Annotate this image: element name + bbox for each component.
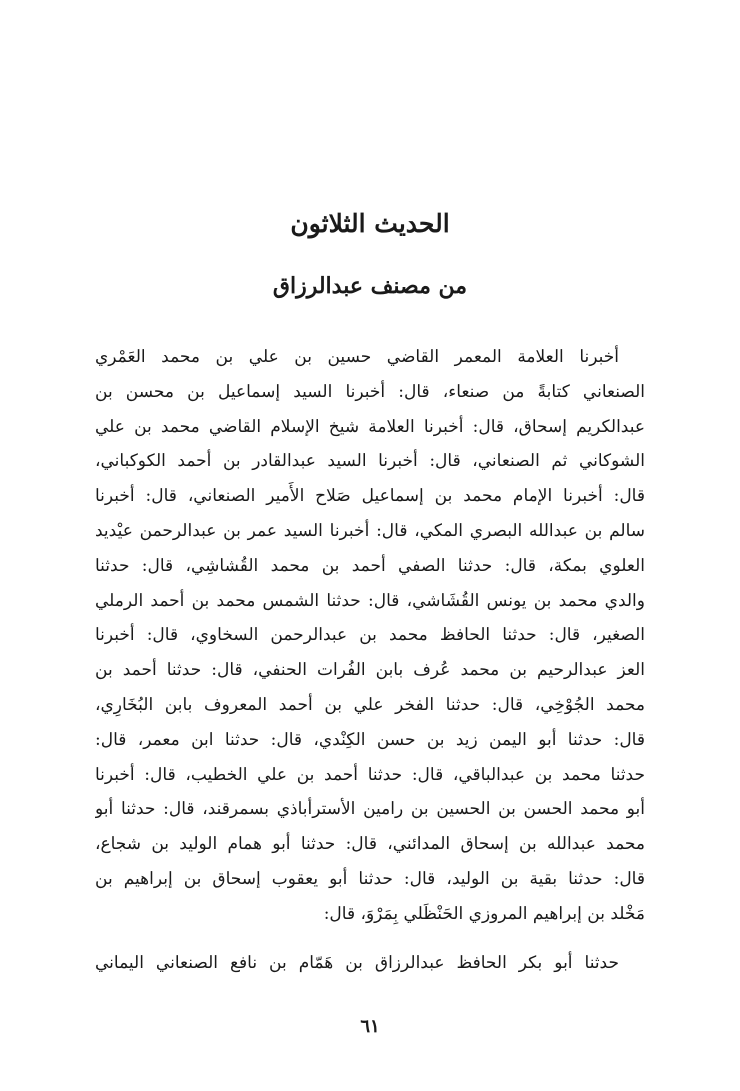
text-line: قال: حدثنا أبو اليمن زيد بن حسن الكِنْدي، قال: حدثنا ابن معمر، قال: <box>95 729 645 750</box>
text-line: العلوي بمكة، قال: حدثنا الصفي أحمد بن محمد القُشاشِي، قال: حدثنا <box>95 555 645 576</box>
text-line: عبدالكريم إسحاق، قال: أخبرنا العلامة شيخ الإسلام القاضي محمد بن علي <box>95 416 645 437</box>
text-line: أخبرنا العلامة المعمر القاضي حسين بن علي بن محمد العَمْري <box>95 347 619 367</box>
text-line: سالم بن عبدالله البصري المكي، قال: أخبرنا السيد عمر بن عبدالرحمن عيْديد <box>95 520 645 541</box>
text-line: محمد الجُوْخِي، قال: حدثنا الفخر علي بن أحمد المعروف بابن البُخَارِي، <box>95 694 645 715</box>
text-line: الصغير، قال: حدثنا الحافظ محمد بن عبدالرحمن السخاوي، قال: أخبرنا <box>95 625 645 646</box>
page-number: ٦١ <box>360 1016 380 1037</box>
isnad-paragraph <box>95 340 645 932</box>
text-line: الشوكاني ثم الصنعاني، قال: أخبرنا السيد عبدالقادر بن أحمد الكوكباني، <box>95 451 645 472</box>
text-line: حدثنا محمد بن عبدالباقي، قال: حدثنا أحمد بن علي الخطيب، قال: أخبرنا <box>95 764 645 785</box>
text-line: قال: حدثنا بقية بن الوليد، قال: حدثنا أبو يعقوب إسحاق بن إبراهيم بن <box>95 868 645 889</box>
hadith-paragraph <box>95 946 645 981</box>
text-line: حدثنا أبو بكر الحافظ عبدالرزاق بن هَمّام بن نافع الصنعاني اليماني <box>95 953 619 973</box>
chapter-title: الحديث الثلاثون <box>290 209 450 238</box>
text-line: العز عبدالرحيم بن محمد عُرف بابن الفُرات الحنفي، قال: حدثنا أحمد بن <box>95 660 645 681</box>
text-line: مَخْلد بن إبراهيم المروزي الحَنْظَلي بِمَرْوَ، قال: <box>323 903 645 924</box>
text-line: والدي محمد بن يونس القُشَاشي، قال: حدثنا الشمس محمد بن أحمد الرملي <box>95 590 645 611</box>
chapter-subtitle: من مصنف عبدالرزاق <box>272 273 468 299</box>
text-line: قال: أخبرنا الإمام محمد بن إسماعيل صَلاح الأَمير الصنعاني، قال: أخبرنا <box>95 486 645 507</box>
text-line: أبو محمد الحسن بن الحسين بن رامين الأسترأباذي بسمرقند، قال: حدثنا أبو <box>95 799 645 820</box>
text-line: الصنعاني كتابةً من صنعاء، قال: أخبرنا السيد إسماعيل بن محسن بن <box>95 381 645 402</box>
text-line: محمد عبدالله بن إسحاق المدائني، قال: حدثنا أبو همام الوليد بن شجاع، <box>95 834 645 855</box>
